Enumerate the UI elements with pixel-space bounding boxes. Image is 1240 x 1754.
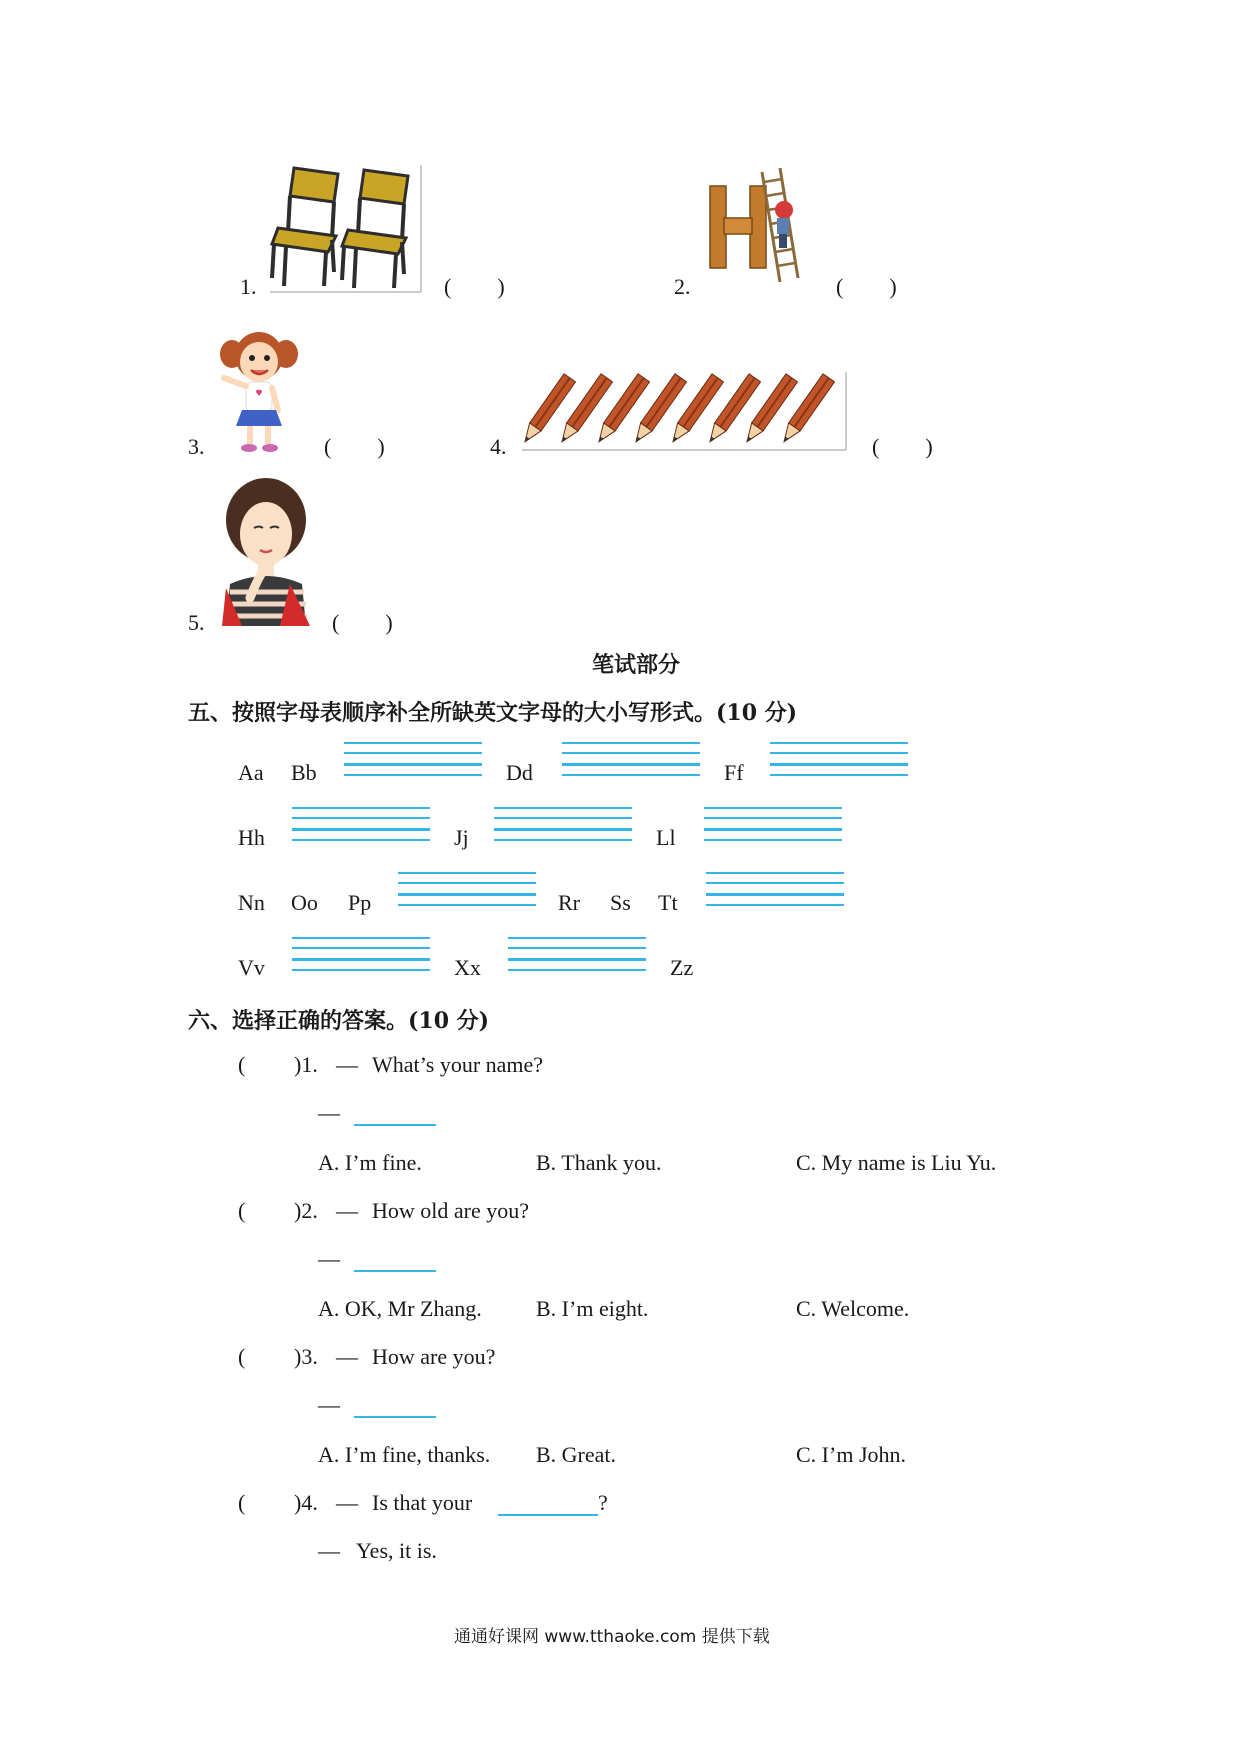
q3-answer-dash: —	[318, 1392, 340, 1417]
writing-lines-ww[interactable]	[292, 937, 430, 971]
letter-vv: Vv	[238, 955, 265, 980]
answer-paren-5[interactable]: ( )	[332, 610, 393, 635]
q1-option-c: C. My name is Liu Yu.	[796, 1150, 997, 1175]
letter-ss: Ss	[610, 890, 631, 915]
letter-hh: Hh	[238, 825, 265, 850]
q2-question: How old are you?	[372, 1198, 530, 1223]
writing-lines-cc[interactable]	[344, 742, 482, 776]
q2-number: )2.	[294, 1198, 318, 1223]
q4-question-blank[interactable]	[498, 1514, 598, 1516]
letter-zz: Zz	[670, 955, 694, 980]
q4-answer-dash: —	[318, 1538, 340, 1563]
q3-option-c: C. I’m John.	[796, 1442, 906, 1467]
item-1-number: 1.	[240, 274, 257, 299]
letter-aa: Aa	[238, 760, 264, 785]
letter-pp: Pp	[348, 890, 372, 915]
girl-icon	[214, 326, 306, 456]
q3-option-a: A. I’m fine, thanks.	[318, 1442, 491, 1467]
letter-bb: Bb	[291, 760, 317, 785]
q1-paren-open[interactable]: (	[238, 1052, 246, 1077]
q4-question-prefix: Is that your	[372, 1490, 473, 1515]
writing-lines-kk[interactable]	[494, 807, 632, 841]
answer-paren-2[interactable]: ( )	[836, 274, 897, 299]
q4-number: )4.	[294, 1490, 318, 1515]
writing-lines-ee[interactable]	[562, 742, 700, 776]
answer-paren-4[interactable]: ( )	[872, 434, 933, 459]
q1-option-a: A. I’m fine.	[318, 1150, 422, 1175]
letter-oo: Oo	[291, 890, 318, 915]
answer-paren-1[interactable]: ( )	[444, 274, 505, 299]
q4-dash: —	[336, 1490, 358, 1515]
letter-jj: Jj	[454, 825, 469, 850]
q4-answer: Yes, it is.	[356, 1538, 437, 1563]
letter-ll: Ll	[656, 825, 676, 850]
q1-answer-blank[interactable]	[354, 1124, 436, 1126]
letter-xx: Xx	[454, 955, 481, 980]
q2-option-b: B. I’m eight.	[536, 1296, 649, 1321]
writing-lines-gg[interactable]	[770, 742, 908, 776]
answer-paren-3[interactable]: ( )	[324, 434, 385, 459]
writing-lines-mm[interactable]	[704, 807, 842, 841]
writing-lines-uu[interactable]	[706, 872, 844, 906]
item-3-number: 3.	[188, 434, 205, 459]
item-2-number: 2.	[674, 274, 691, 299]
q3-option-b: B. Great.	[536, 1442, 617, 1467]
q2-dash: —	[336, 1198, 358, 1223]
q4-question-suffix: ?	[598, 1490, 608, 1515]
q1-option-b: B. Thank you.	[536, 1150, 662, 1175]
woman-icon	[220, 476, 312, 628]
q3-answer-blank[interactable]	[354, 1416, 436, 1418]
q2-paren-open[interactable]: (	[238, 1198, 246, 1223]
q2-answer-blank[interactable]	[354, 1270, 436, 1272]
q2-option-c: C. Welcome.	[796, 1296, 910, 1321]
letter-nn: Nn	[238, 890, 265, 915]
q1-dash: —	[336, 1052, 358, 1077]
q3-dash: —	[336, 1344, 358, 1369]
writing-lines-qq[interactable]	[398, 872, 536, 906]
item-5-number: 5.	[188, 610, 205, 635]
writing-lines-yy[interactable]	[508, 937, 646, 971]
letter-tt: Tt	[658, 890, 678, 915]
letter-h-ladder-icon	[706, 168, 806, 286]
q3-paren-open[interactable]: (	[238, 1344, 246, 1369]
letter-dd: Dd	[506, 760, 533, 785]
q1-number: )1.	[294, 1052, 318, 1077]
q2-option-a: A. OK, Mr Zhang.	[318, 1296, 482, 1321]
section-5-title: 五、按照字母表顺序补全所缺英文字母的大小写形式。(10 分)	[188, 700, 798, 726]
letter-ff: Ff	[724, 760, 744, 785]
written-section-title: 笔试部分	[592, 652, 681, 678]
footer-credit: 通通好课网 www.tthaoke.com 提供下载	[454, 1627, 770, 1647]
q2-answer-dash: —	[318, 1246, 340, 1271]
letter-rr: Rr	[558, 890, 580, 915]
q3-number: )3.	[294, 1344, 318, 1369]
writing-lines-ii[interactable]	[292, 807, 430, 841]
q1-question: What’s your name?	[372, 1052, 544, 1077]
q3-question: How are you?	[372, 1344, 496, 1369]
section-6-title: 六、选择正确的答案。(10 分)	[188, 1008, 490, 1034]
q1-answer-dash: —	[318, 1100, 340, 1125]
chairs-icon	[266, 160, 426, 295]
pencils-icon	[520, 370, 850, 452]
q4-paren-open[interactable]: (	[238, 1490, 246, 1515]
item-4-number: 4.	[490, 434, 507, 459]
